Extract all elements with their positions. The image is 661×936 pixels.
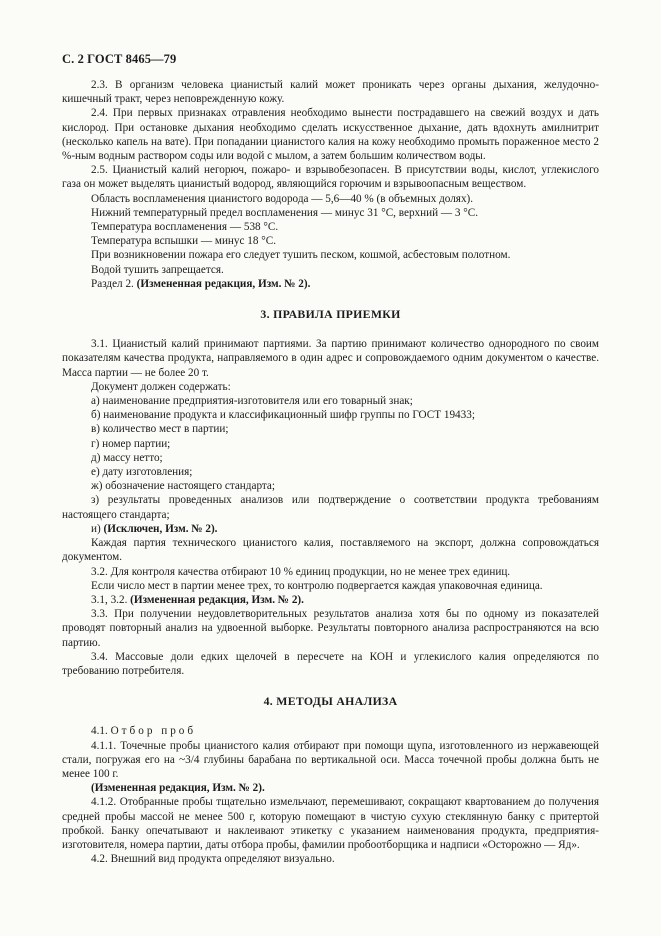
p31-32-prefix: 3.1, 3.2. [91,593,131,606]
p4-1-number: 4.1. [91,725,111,738]
list-item: г) номер партии; [91,437,171,450]
section4-title: 4. МЕТОДЫ АНАЛИЗА [263,694,398,709]
paragraph-water: Водой тушить запрещается. [91,263,224,276]
paragraph-3-4: 3.4. Массовые доли едких щелочей в пересчете на КОН и углекислого калия определяются по требованию потребителя. [62,650,599,677]
paragraph-2-3: 2.3. В организм человека цианистый калий может проникать через органы дыхания, желудочно-кишечный тракт, через неповрежденную кожу. [62,79,599,106]
paragraph-flash-temp: Температура вспышки — минус 18 °С. [91,235,276,248]
paragraph-export: Каждая партия технического цианистого калия, поставляемого на экспорт, должна сопровождаться документом. [62,537,599,564]
list-item: д) массу нетто; [91,451,163,464]
paragraph-section2-note [62,277,599,291]
list-item: в) количество мест в партии; [91,423,229,436]
p31-32-amendment: (Измененная редакция, Изм. № 2). [130,593,304,606]
list-item: з) результаты проведенных анализов или подтверждение о соответствии продукта требованиям настоящего стандарта; [62,494,599,521]
document-body [62,78,599,866]
p4-1-title: Отбор проб [110,725,197,738]
paragraph-4-1-1: 4.1.1. Точечные пробы цианистого калия отбирают при помощи щупа, изготовленного из нержавеющей стали, погружая его на ~3/4 глубины барабана по вертикальной оси. Масса точечной пробы должна быть не менее 100 г. [62,739,599,780]
list-item: ж) обозначение настоящего стандарта; [91,480,275,493]
paragraph-4-2: 4.2. Внешний вид продукта определяют визуально. [91,853,335,866]
paragraph-3-1-3-2-note [62,593,599,607]
paragraph-3-2: 3.2. Для контроля качества отбирают 10 % единиц продукции, но не менее трех единиц. [91,565,511,578]
paragraph-doc-intro: Документ должен содержать: [91,380,231,393]
list-item: а) наименование предприятия-изготовителя или его товарный знак; [91,395,413,408]
paragraph-fire: При возникновении пожара его следует тушить песком, кошмой, асбестовым полотном. [91,249,511,262]
item-i-prefix: и) [91,522,104,535]
paragraph-ignition-temp: Температура воспламенения — 538 °С. [91,221,279,234]
paragraph-2-5: 2.5. Цианистый калий негорюч, пожаро- и взрывобезопасен. В присутствии воды, кислот, углекислого газа он может выделять цианистый водород, являющийся горючим и взрывоопасным веществом. [62,164,599,191]
list-item-excluded [62,522,599,536]
paragraph-2-4: 2.4. При первых признаках отравления необходимо вынести пострадавшего на свежий воздух и дать кислород. При остановке дыхания необходимо сделать искусственное дыхание, дать вдохнуть амилнитрит (несколько капель на вате). При попадании цианистого калия на кожу необходимо промыть пораженное место 2 %-ным водным раствором соды или водой с мылом, а затем большим количеством воды. [62,107,599,163]
paragraph-4-1-2: 4.1.2. Отобранные пробы тщательно измельчают, перемешивают, сокращают квартованием до получения средней пробы массой не менее 500 г, которую помещают в чистую сухую стеклянную банку с притертой пробкой. Банку опечатывают и наклеивают этикетку с указанием наименования продукта, предприятия-изготовителя, номера партии, даты отбора пробы, фамилии пробоотборщика и надписи «Осторожно — Яд». [62,796,599,851]
paragraph-lower-limit: Нижний температурный предел воспламенения — минус 31 °С, верхний — 3 °С. [91,206,479,219]
paragraph-3-3: 3.3. При получении неудовлетворительных результатов анализа хотя бы по одному из показателей проводят повторный анализ на удвоенной выборке. Результаты повторного анализа распространяются на всю партию. [62,608,599,649]
section3-title: 3. ПРАВИЛА ПРИЕМКИ [260,307,401,322]
page-header: С. 2 ГОСТ 8465—79 [62,52,177,66]
paragraph-3-1: 3.1. Цианистый калий принимают партиями. За партию принимают количество однородного по своим показателям качества продукта, направляемого в один адрес и сопровождаемого одним документом о качестве. Масса партии — не более 20 т. [62,338,599,379]
section2-amendment: (Измененная редакция, Изм. № 2). [136,277,311,290]
paragraph-3-2b: Если число мест в партии менее трех, то контролю подвергается каждая упаковочная единица. [91,579,543,592]
paragraph-ignition-area: Область воспламенения цианистого водорода — 5,6—40 % (в объемных долях). [91,192,474,205]
section2-prefix: Раздел 2. [91,277,137,290]
paragraph-4-1 [62,724,599,738]
paragraph-4-1-1-note: (Измененная редакция, Изм. № 2). [91,782,265,795]
list-item: б) наименование продукта и классификационный шифр группы по ГОСТ 19433; [91,409,475,422]
item-i-note: (Исключен, Изм. № 2). [103,522,218,535]
list-item: е) дату изготовления; [91,466,193,479]
